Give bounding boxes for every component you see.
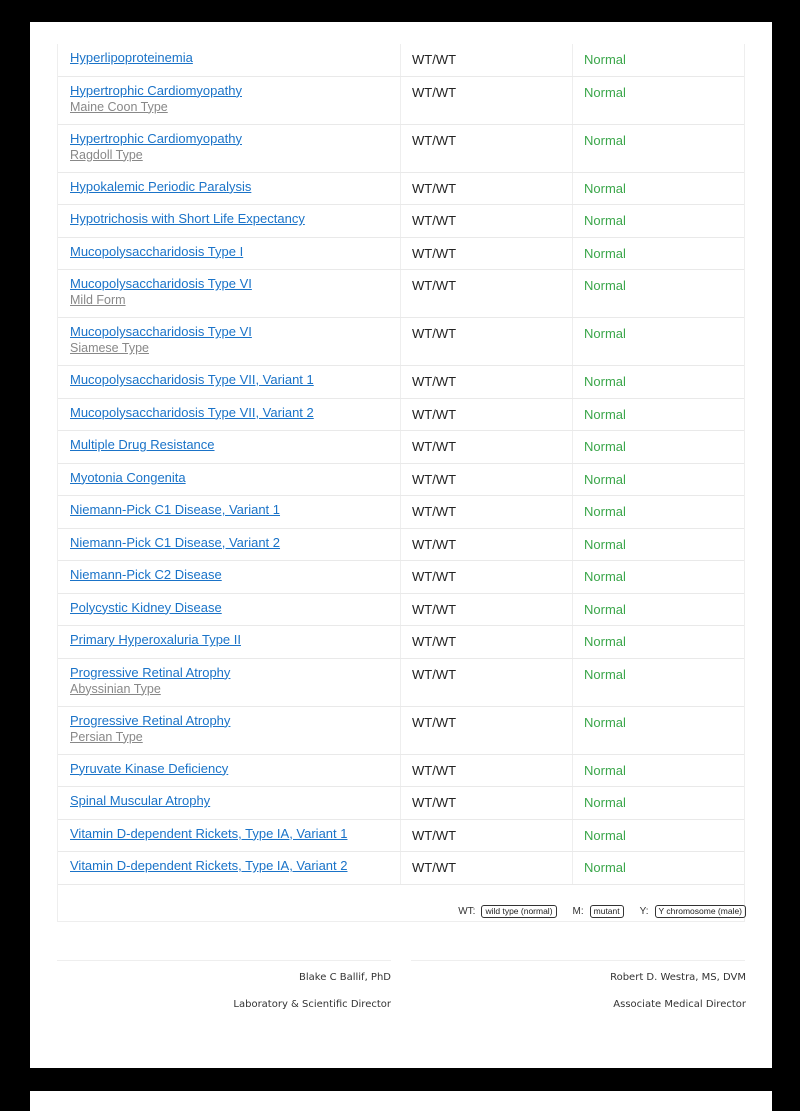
table-row <box>58 77 744 125</box>
result-cell <box>573 44 744 76</box>
condition-link[interactable]: Mucopolysaccharidosis Type VI <box>70 276 252 291</box>
genotype-cell <box>401 464 573 496</box>
condition-subtype-link[interactable]: Persian Type <box>70 729 143 744</box>
genotype-value: WT/WT <box>412 471 457 487</box>
result-cell <box>573 464 744 496</box>
result-value: Normal <box>584 52 626 67</box>
legend <box>430 903 746 919</box>
condition-cell <box>58 238 401 270</box>
genotype-cell <box>401 707 573 754</box>
table-row <box>58 431 744 464</box>
table-row <box>58 44 744 77</box>
genotype-value: WT/WT <box>412 536 457 552</box>
condition-cell <box>58 561 401 593</box>
table-row <box>58 399 744 432</box>
condition-cell <box>58 125 401 172</box>
genotype-value: WT/WT <box>412 504 457 519</box>
genotype-cell <box>401 755 573 787</box>
genotype-value: WT/WT <box>412 860 457 875</box>
condition-link[interactable]: Vitamin D-dependent Rickets, Type IA, Variant 1 <box>70 825 348 841</box>
condition-link[interactable]: Pyruvate Kinase Deficiency <box>70 760 229 776</box>
genotype-cell <box>401 318 573 365</box>
result-cell <box>573 626 744 658</box>
condition-cell <box>58 431 401 463</box>
left-signatory-name: Blake C Ballif, PhD <box>299 972 391 983</box>
result-cell <box>573 205 744 237</box>
signature-divider-right <box>411 960 745 961</box>
condition-subtype-link[interactable]: Maine Coon Type <box>70 99 168 114</box>
condition-cell <box>58 707 401 754</box>
genotype-cell <box>401 852 573 884</box>
condition-link[interactable]: Hypotrichosis with Short Life Expectancy <box>70 211 305 226</box>
result-cell <box>573 431 744 463</box>
condition-cell <box>58 366 401 398</box>
genotype-cell <box>401 125 573 172</box>
condition-cell <box>58 787 401 819</box>
table-row <box>58 707 744 755</box>
result-cell <box>573 755 744 787</box>
result-value: Normal <box>584 536 626 552</box>
condition-link[interactable]: Hypokalemic Periodic Paralysis <box>70 178 252 194</box>
condition-cell <box>58 399 401 431</box>
genotype-cell <box>401 173 573 205</box>
condition-cell <box>58 659 401 706</box>
genotype-cell <box>401 205 573 237</box>
table-row <box>58 852 744 885</box>
genotype-cell <box>401 820 573 852</box>
table-row <box>58 787 744 820</box>
legend-m-key: M: <box>572 905 584 917</box>
genotype-cell <box>401 529 573 561</box>
table-row <box>58 496 744 529</box>
next-page-edge <box>30 1091 772 1111</box>
genotype-cell <box>401 561 573 593</box>
results-table <box>57 44 745 922</box>
result-value: Normal <box>584 84 626 100</box>
condition-link[interactable]: Hypertrophic Cardiomyopathy <box>70 82 242 98</box>
result-cell <box>573 529 744 561</box>
result-cell <box>573 659 744 706</box>
result-value: Normal <box>584 374 626 389</box>
genotype-value: WT/WT <box>412 406 457 422</box>
result-value: Normal <box>584 714 626 730</box>
condition-link[interactable]: Mucopolysaccharidosis Type VII, Variant 2 <box>70 404 314 420</box>
result-value: Normal <box>584 634 626 649</box>
result-cell <box>573 125 744 172</box>
genotype-cell <box>401 496 573 528</box>
result-value: Normal <box>584 213 626 228</box>
table-row <box>58 125 744 173</box>
report-page <box>30 22 772 1068</box>
table-row <box>58 205 744 238</box>
genotype-cell <box>401 787 573 819</box>
legend-wt-label: wild type (normal) <box>481 905 556 918</box>
genotype-value: WT/WT <box>412 666 457 682</box>
genotype-value: WT/WT <box>412 84 457 100</box>
legend-y-label: Y chromosome (male) <box>655 905 746 918</box>
result-value: Normal <box>584 504 626 519</box>
genotype-cell <box>401 270 573 317</box>
condition-link[interactable]: Niemann-Pick C1 Disease, Variant 1 <box>70 502 281 517</box>
result-value: Normal <box>584 471 626 487</box>
result-value: Normal <box>584 132 626 148</box>
result-value: Normal <box>584 569 626 584</box>
genotype-value: WT/WT <box>412 762 457 778</box>
left-signatory-title: Laboratory & Scientific Director <box>233 999 391 1010</box>
genotype-cell <box>401 77 573 124</box>
condition-link[interactable]: Progressive Retinal Atrophy <box>70 664 231 680</box>
table-row <box>58 561 744 594</box>
table-row <box>58 594 744 627</box>
genotype-value: WT/WT <box>412 714 457 730</box>
result-cell <box>573 496 744 528</box>
result-value: Normal <box>584 278 626 293</box>
result-cell <box>573 561 744 593</box>
genotype-value: WT/WT <box>412 827 457 843</box>
result-value: Normal <box>584 795 626 810</box>
condition-cell <box>58 529 401 561</box>
genotype-cell <box>401 44 573 76</box>
condition-subtype-link[interactable]: Mild Form <box>70 293 126 307</box>
genotype-value: WT/WT <box>412 278 457 293</box>
table-row <box>58 626 744 659</box>
genotype-cell <box>401 594 573 626</box>
result-cell <box>573 820 744 852</box>
condition-subtype-link[interactable]: Ragdoll Type <box>70 147 143 162</box>
condition-link[interactable]: Myotonia Congenita <box>70 469 186 485</box>
legend-m-label: mutant <box>590 905 624 918</box>
genotype-cell <box>401 626 573 658</box>
condition-subtype-link[interactable]: Abyssinian Type <box>70 681 161 696</box>
result-cell <box>573 707 744 754</box>
table-row <box>58 238 744 271</box>
result-value: Normal <box>584 762 626 778</box>
condition-cell <box>58 594 401 626</box>
right-signatory-title: Associate Medical Director <box>613 999 746 1010</box>
genotype-value: WT/WT <box>412 634 457 649</box>
genotype-cell <box>401 366 573 398</box>
result-cell <box>573 238 744 270</box>
result-cell <box>573 318 744 365</box>
legend-wt-key: WT: <box>458 905 476 917</box>
result-value: Normal <box>584 245 626 261</box>
condition-subtype-link[interactable]: Siamese Type <box>70 341 149 355</box>
result-value: Normal <box>584 406 626 422</box>
result-value: Normal <box>584 860 626 875</box>
condition-link[interactable]: Multiple Drug Resistance <box>70 437 215 452</box>
table-row <box>58 529 744 562</box>
genotype-value: WT/WT <box>412 245 457 261</box>
condition-link[interactable]: Polycystic Kidney Disease <box>70 599 222 615</box>
table-row <box>58 366 744 399</box>
table-row <box>58 820 744 853</box>
condition-cell <box>58 270 401 317</box>
condition-cell <box>58 820 401 852</box>
signature-divider-left <box>57 960 391 961</box>
genotype-value: WT/WT <box>412 326 457 341</box>
condition-cell <box>58 852 401 884</box>
results-rows <box>58 44 744 885</box>
result-cell <box>573 594 744 626</box>
condition-link[interactable]: Primary Hyperoxaluria Type II <box>70 632 241 647</box>
table-row <box>58 464 744 497</box>
condition-link[interactable]: Niemann-Pick C1 Disease, Variant 2 <box>70 534 281 550</box>
genotype-cell <box>401 659 573 706</box>
genotype-value: WT/WT <box>412 795 457 810</box>
condition-cell <box>58 755 401 787</box>
table-row <box>58 173 744 206</box>
genotype-value: WT/WT <box>412 374 457 389</box>
condition-link[interactable]: Mucopolysaccharidosis Type VI <box>70 324 252 339</box>
condition-link[interactable]: Hyperlipoproteinemia <box>70 50 193 65</box>
condition-cell <box>58 44 401 76</box>
condition-link[interactable]: Niemann-Pick C2 Disease <box>70 567 222 582</box>
genotype-cell <box>401 238 573 270</box>
right-signatory-name: Robert D. Westra, MS, DVM <box>610 972 746 983</box>
legend-y-key: Y: <box>639 905 649 917</box>
genotype-value: WT/WT <box>412 132 457 148</box>
result-value: Normal <box>584 827 626 843</box>
table-row <box>58 755 744 788</box>
genotype-value: WT/WT <box>412 439 457 454</box>
genotype-value: WT/WT <box>412 213 457 228</box>
result-cell <box>573 270 744 317</box>
result-value: Normal <box>584 601 626 617</box>
condition-link[interactable]: Spinal Muscular Atrophy <box>70 793 211 808</box>
genotype-cell <box>401 399 573 431</box>
genotype-value: WT/WT <box>412 601 457 617</box>
result-value: Normal <box>584 666 626 682</box>
condition-cell <box>58 318 401 365</box>
condition-link[interactable]: Vitamin D-dependent Rickets, Type IA, Variant 2 <box>70 858 348 873</box>
genotype-cell <box>401 431 573 463</box>
genotype-value: WT/WT <box>412 569 457 584</box>
condition-cell <box>58 496 401 528</box>
condition-link[interactable]: Hypertrophic Cardiomyopathy <box>70 130 242 146</box>
table-row <box>58 659 744 707</box>
condition-cell <box>58 173 401 205</box>
table-row <box>58 270 744 318</box>
result-cell <box>573 77 744 124</box>
condition-link[interactable]: Mucopolysaccharidosis Type I <box>70 243 244 259</box>
condition-link[interactable]: Mucopolysaccharidosis Type VII, Variant 1 <box>70 372 314 387</box>
result-cell <box>573 366 744 398</box>
condition-link[interactable]: Progressive Retinal Atrophy <box>70 712 231 728</box>
genotype-value: WT/WT <box>412 52 457 67</box>
condition-cell <box>58 626 401 658</box>
condition-cell <box>58 205 401 237</box>
result-value: Normal <box>584 439 626 454</box>
result-cell <box>573 399 744 431</box>
result-cell <box>573 787 744 819</box>
genotype-value: WT/WT <box>412 180 457 196</box>
condition-cell <box>58 464 401 496</box>
result-cell <box>573 852 744 884</box>
table-row <box>58 318 744 366</box>
result-value: Normal <box>584 326 626 341</box>
result-value: Normal <box>584 180 626 196</box>
result-cell <box>573 173 744 205</box>
condition-cell <box>58 77 401 124</box>
